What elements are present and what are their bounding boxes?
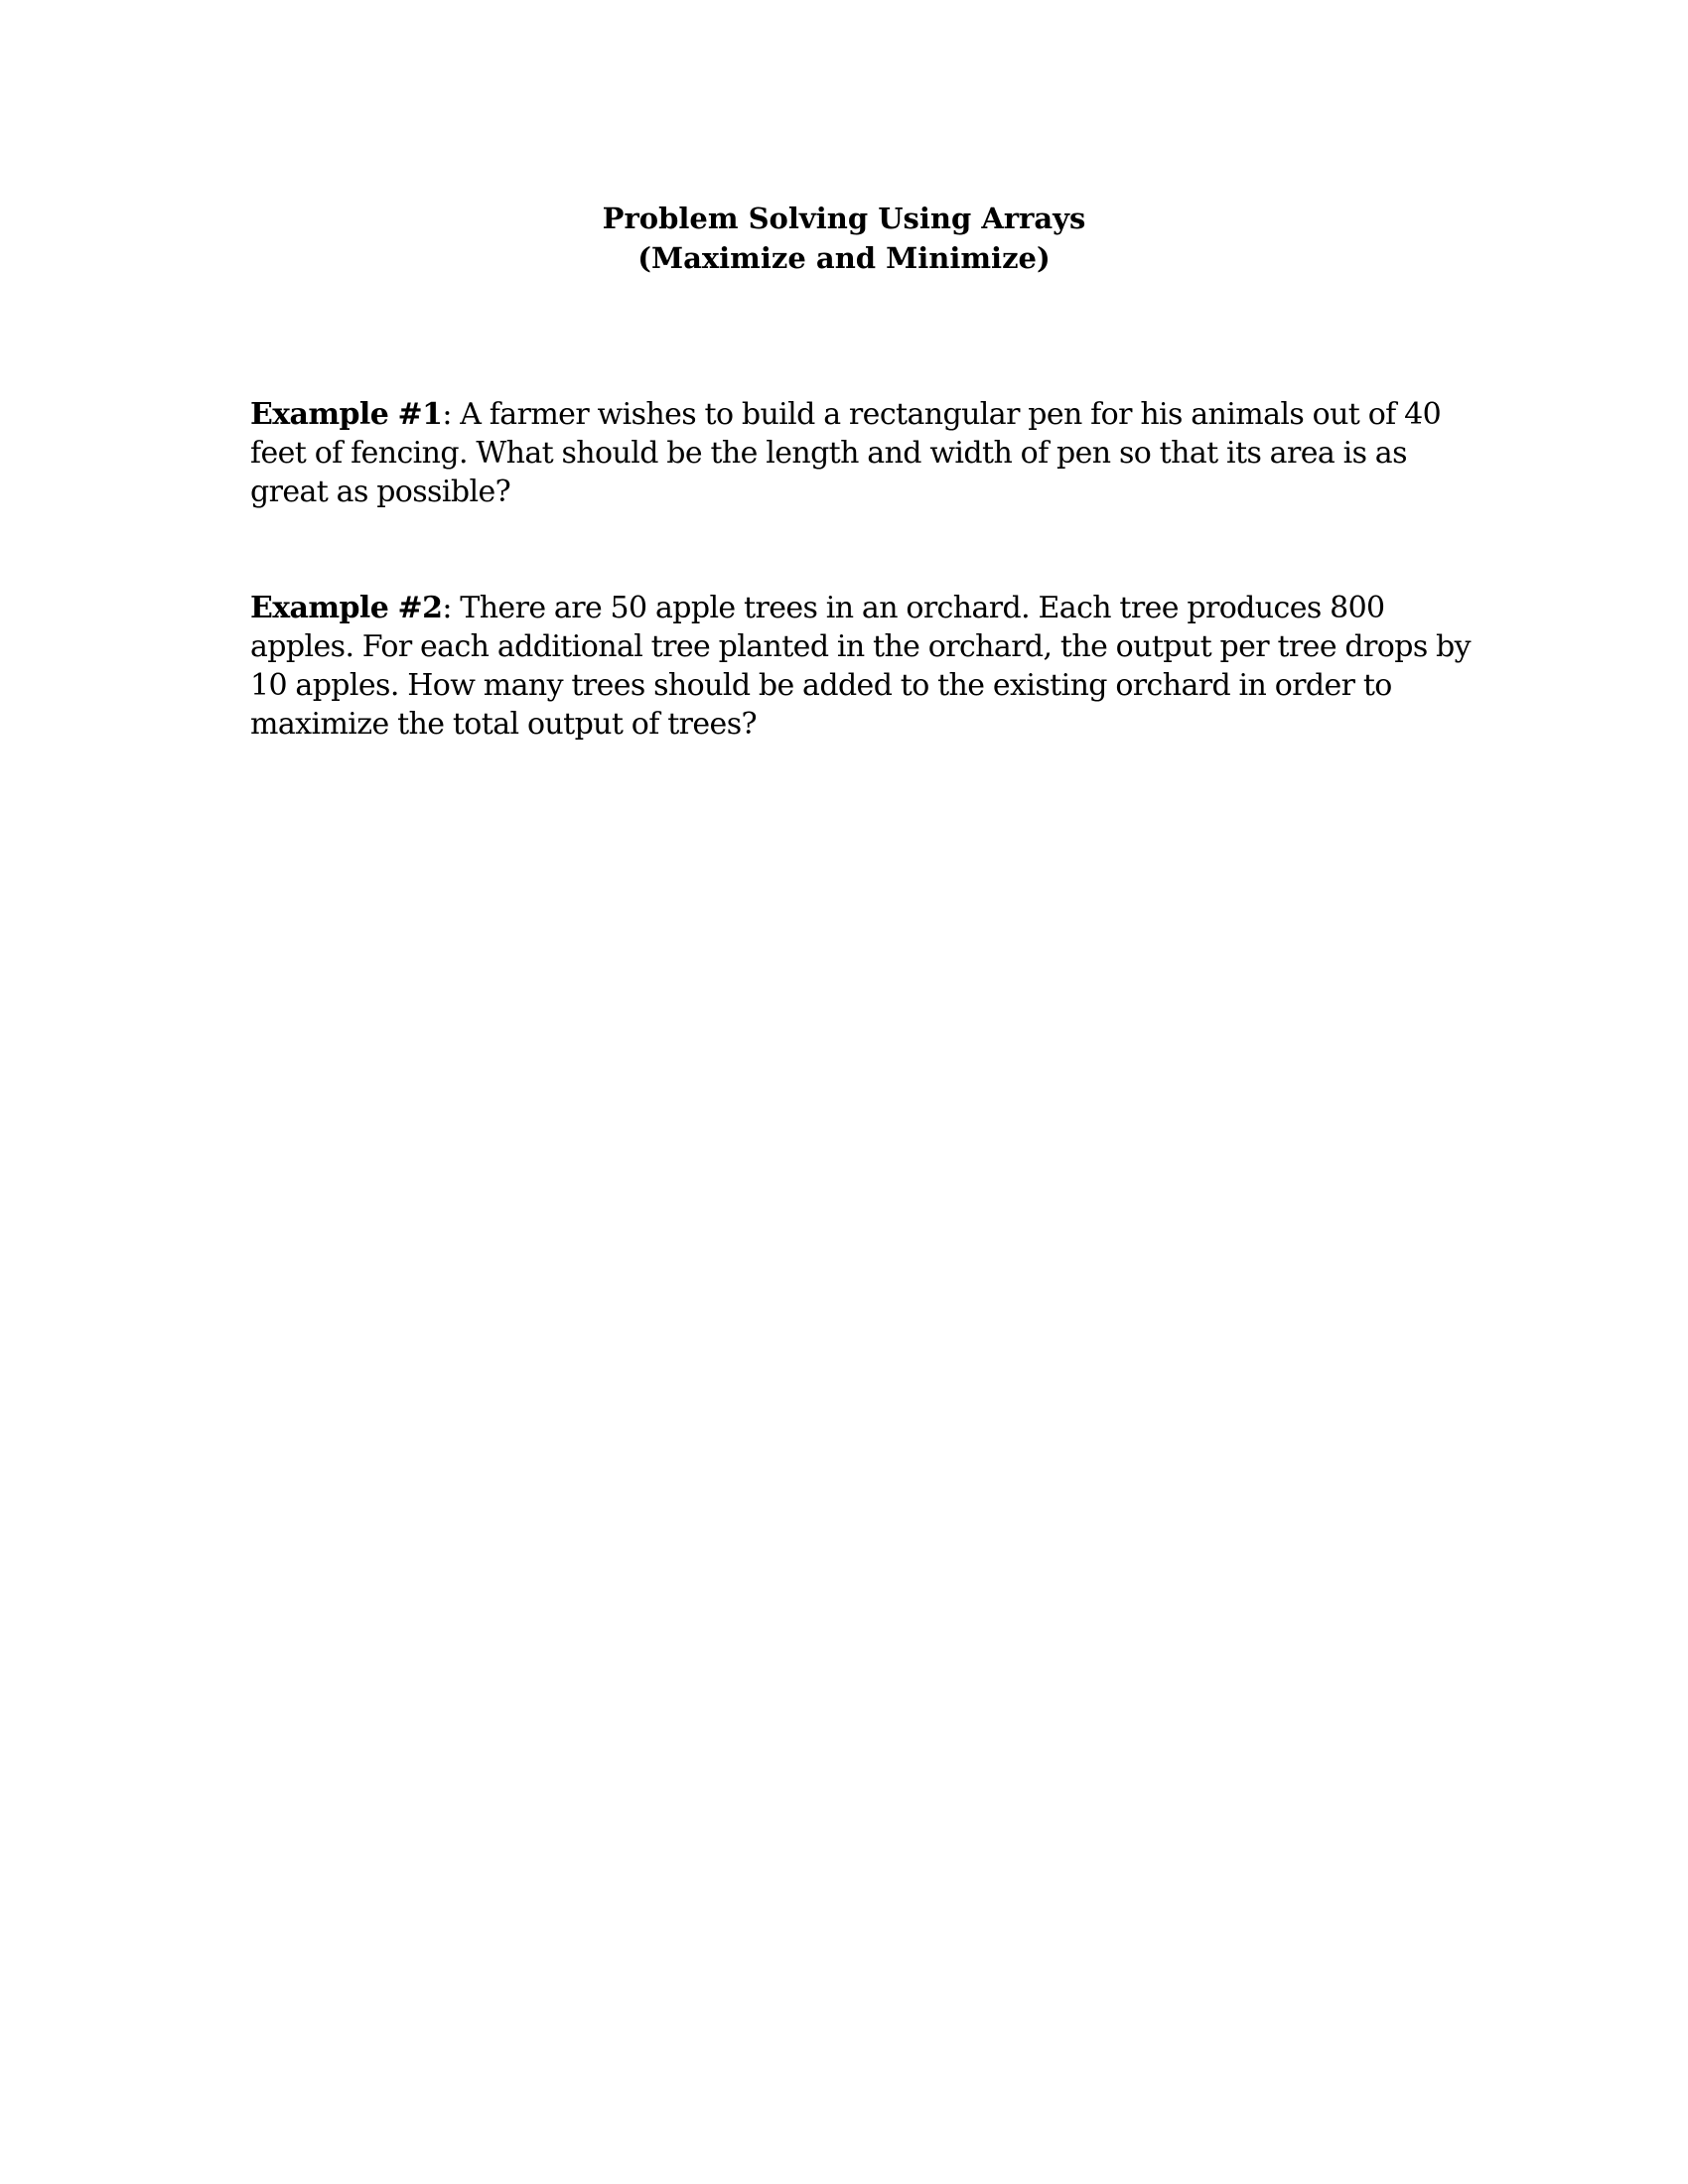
title-line-1: Problem Solving Using Arrays [602, 202, 1086, 235]
example-2-paragraph [250, 589, 1481, 744]
example-2-label: Example #2 [250, 591, 443, 625]
title-line-2: (Maximize and Minimize) [637, 241, 1051, 275]
example-2-text: : There are 50 apple trees in an orchard. Each tree produces 800 apples. For each additional tree planted in the orchard, the output per tree drops by 10 apples. How many trees should be added to the existing orchard in order to maximize the total output of trees? [250, 591, 1471, 742]
example-1-text: : A farmer wishes to build a rectangular pen for his animals out of 40 feet of fencing. What should be the length and width of pen so that its area is as great as possible? [250, 397, 1442, 509]
document-title [0, 199, 1688, 278]
example-1-label: Example #1 [250, 397, 443, 432]
example-1-paragraph [250, 395, 1481, 511]
